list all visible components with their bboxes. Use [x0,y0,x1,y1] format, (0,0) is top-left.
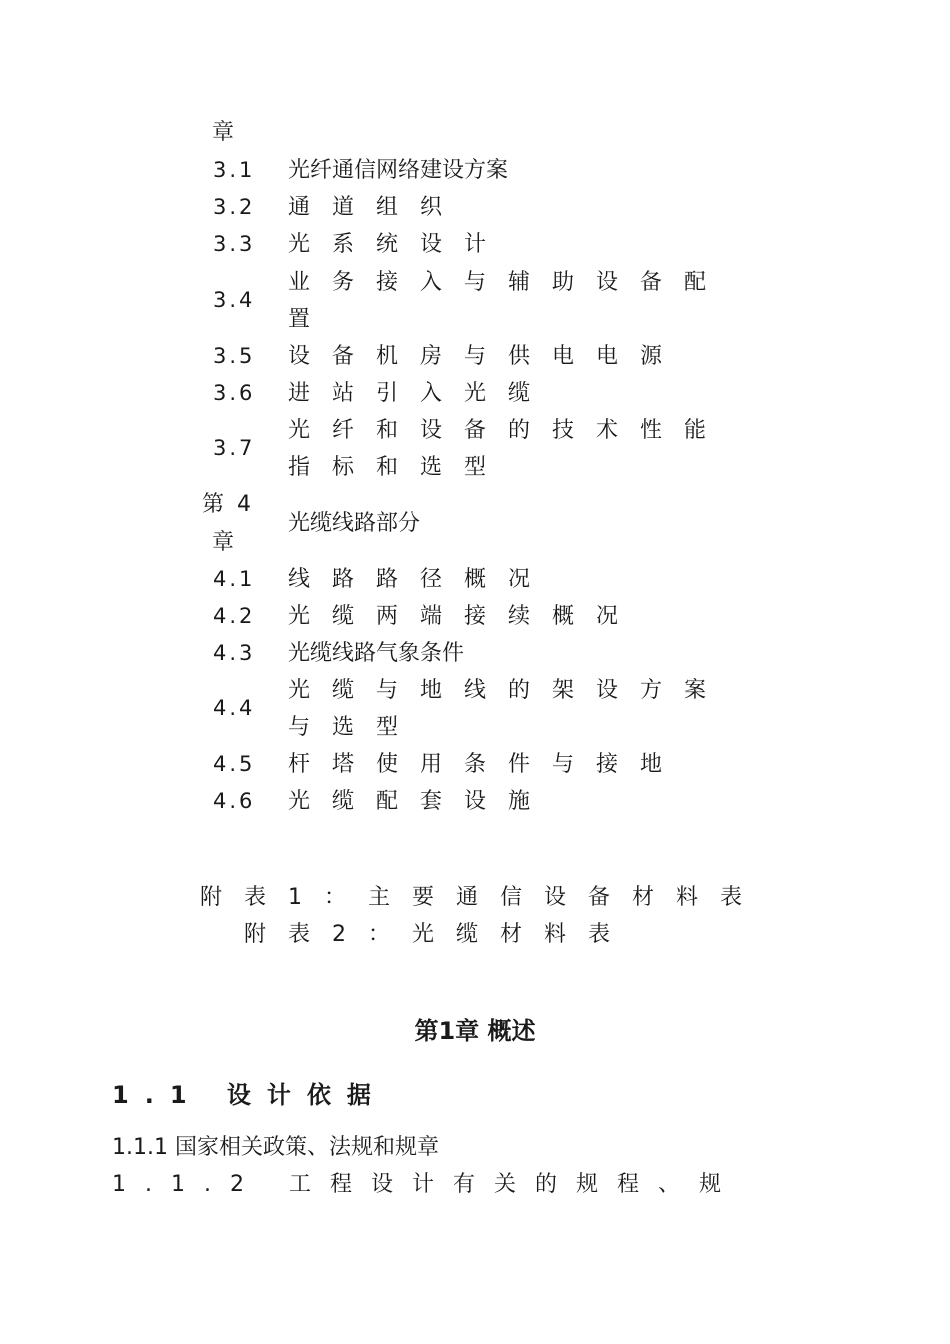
toc-item-title: 通道组织 [288,195,465,220]
section-title: 1.1 设计依据 [112,1081,387,1109]
toc-item-number: 3.5 [213,344,256,368]
toc-item-title: 光系统设计 [288,232,509,257]
toc-item-title: 光缆配套设施 [288,789,553,814]
toc-item-title: 设备机房与供电电源 [288,344,685,369]
toc-item-number: 3.7 [213,436,256,460]
chapter-title: 第1章 概述 [414,1017,536,1045]
toc-item-number: 4.5 [213,752,256,776]
toc-chapter4-label: 第 4 [202,492,254,517]
toc-item-title: 进站引入光缆 [288,381,553,406]
toc-item-number: 4.3 [213,641,256,665]
toc-item-number: 4.1 [213,567,256,591]
toc-item-number: 3.2 [213,195,256,219]
toc-item-title-continued: 置 [288,307,311,332]
toc-item-title: 光纤和设备的技术性能 [288,418,729,443]
toc-item-number: 3.1 [213,158,256,182]
toc-item-title: 杆塔使用条件与接地 [288,752,685,777]
subsection-item: 1.1.2 工程设计有关的规程、规 [112,1172,740,1197]
toc-item-number: 4.4 [213,696,256,720]
toc-item-number: 3.3 [213,232,256,256]
toc-item-title: 光缆两端接续概况 [288,604,641,629]
toc-chapter3-label-tail: 章 [212,120,235,145]
toc-chapter4-title: 光缆线路部分 [288,511,421,536]
toc-item-title-continued: 与选型 [288,715,421,740]
toc-item-number: 3.4 [213,288,256,312]
toc-item-title: 线路路径概况 [288,567,553,592]
toc-item-title: 光缆与地线的架设方案 [288,678,729,703]
toc-item-number: 4.2 [213,604,256,628]
toc-item-title: 业务接入与辅助设备配 [288,270,729,295]
toc-item-title: 光缆线路气象条件 [288,641,465,666]
toc-chapter4-label-tail: 章 [212,530,235,555]
subsection-item: 1.1.1 国家相关政策、法规和规章 [112,1135,439,1160]
toc-item-number: 4.6 [213,789,256,813]
toc-appendix-2: 附表2：光缆材料表 [244,922,632,947]
toc-item-title-continued: 指标和选型 [288,455,509,480]
toc-item-number: 3.6 [213,381,256,405]
toc-item-title: 光纤通信网络建设方案 [288,158,509,183]
toc-appendix-1: 附表1：主要通信设备材料表 [200,885,764,910]
